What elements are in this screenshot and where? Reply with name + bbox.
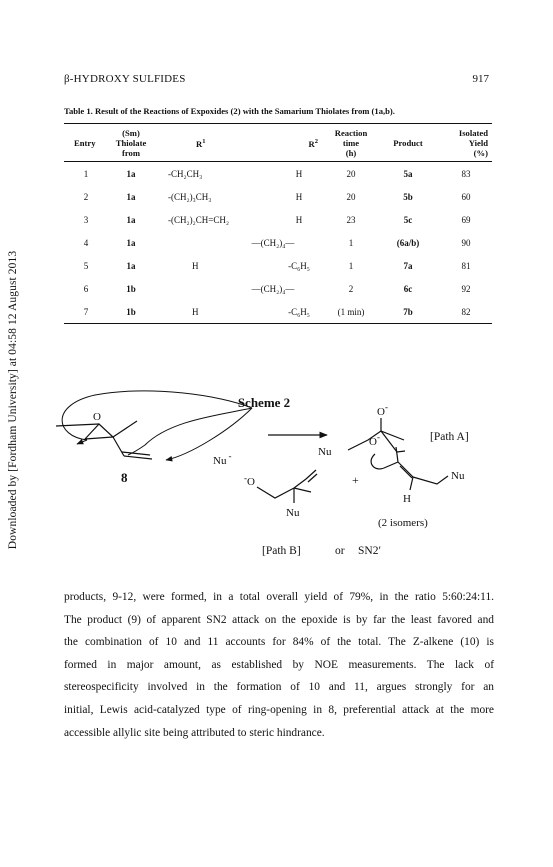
running-header: [64, 73, 489, 85]
cell-thiolate: 1a: [126, 237, 136, 248]
cell-entry: 2: [83, 191, 89, 202]
cell-r2: -C₆H₅: [288, 306, 310, 317]
path-a-label: [Path A]: [430, 431, 469, 443]
cell-entry: 1: [83, 168, 89, 179]
cell-r1: -(CH₂)₂CH=CH₂: [168, 214, 229, 225]
scheme-2-diagram: [0, 360, 553, 580]
results-table: [64, 123, 492, 324]
sn2-prime-label: SN2′: [358, 545, 381, 557]
path-b-oxide-2: O-: [369, 432, 380, 448]
cell-r2: -C₆H₅: [288, 260, 310, 271]
cell-product: 7a: [403, 260, 413, 271]
or-word: or: [335, 545, 345, 557]
text-line: formed in major amount, as established by NOE measurements. The lack of: [64, 658, 494, 671]
cell-thiolate: 1b: [126, 283, 136, 294]
cell-r1-r2: —(CH₂)₄—: [251, 283, 295, 294]
text-line: stereospecificity involved in the formation of 10 and 11, argues strongly for an: [64, 681, 494, 694]
cell-r1: H: [192, 260, 199, 271]
cell-yield: 82: [461, 306, 471, 317]
cell-yield: 81: [461, 260, 471, 271]
cell-time: 23: [346, 214, 356, 225]
table-caption: Table 1. Result of the Reactions of Expoxides (2) with the Samarium Thiolates from (1a,b).: [64, 106, 395, 116]
scheme-title: Scheme 2: [237, 395, 291, 410]
cell-entry: 5: [83, 260, 89, 271]
compound-8-label: 8: [121, 470, 128, 485]
text-line: the combination of 10 and 11 accounts for 84% of the total. The Z-alkene (10) is: [64, 636, 494, 649]
table-row: [64, 254, 492, 277]
epoxide-8-structure: [56, 421, 152, 459]
epoxide-oxygen: O: [93, 411, 101, 423]
cell-r1: H: [192, 306, 199, 317]
header-entry: Entry: [74, 138, 96, 148]
path-b-product-2: [371, 447, 448, 490]
text-line: initial, Lewis acid-catalyzed type of ring-opening in 8, preferential attack at the more: [64, 703, 494, 716]
cell-r1-r2: —(CH₂)₄—: [251, 237, 295, 248]
curved-attack-arrows: [62, 391, 252, 460]
table-row: [64, 162, 492, 186]
cell-time: 20: [346, 168, 356, 179]
header-r2: $R^2$: [308, 138, 318, 149]
cell-yield: 92: [461, 283, 471, 294]
text-line: products, 9-12, were formed, in a total overall yield of 79%, in the ratio 5:60:24:11.: [64, 591, 494, 603]
cell-product: (6a/b): [396, 237, 420, 248]
cell-product: 7b: [403, 306, 413, 317]
table-row: [64, 277, 492, 300]
table-header-row: [64, 124, 492, 162]
path-b-product-1: [257, 470, 317, 503]
cell-yield: 69: [461, 214, 471, 225]
cell-product: 5c: [403, 214, 413, 225]
header-r1: $R^1$: [196, 138, 206, 149]
cell-thiolate: 1a: [126, 260, 136, 271]
cell-r2: H: [295, 168, 303, 179]
cell-r2: H: [295, 191, 303, 202]
cell-time: 2: [348, 283, 354, 294]
cell-time: 1: [348, 237, 354, 248]
cell-product: 5a: [403, 168, 413, 179]
cell-entry: 7: [83, 306, 89, 317]
nucleophile-anion: Nu -: [213, 451, 232, 467]
path-b-nu-2: Nu: [451, 470, 465, 482]
header-reaction-time: Reaction time (h): [334, 128, 368, 158]
running-title: β-HYDROXY SULFIDES: [64, 73, 186, 85]
cell-thiolate: 1a: [126, 214, 136, 225]
cell-thiolate: 1b: [126, 306, 136, 317]
cell-yield: 90: [461, 237, 471, 248]
cell-product: 5b: [403, 191, 413, 202]
table-row: [64, 208, 492, 231]
cell-entry: 6: [83, 283, 89, 294]
cell-yield: 60: [461, 191, 471, 202]
cell-entry: 4: [83, 237, 89, 248]
download-notice: Downloaded by [Fordham University] at 04:58 12 August 2013: [7, 250, 19, 550]
table-row: [64, 185, 492, 208]
text-line: accessible allylic site being attributed to steric hindrance.: [64, 726, 325, 739]
cell-time: 20: [346, 191, 356, 202]
cell-r1: -CH₂CH₃: [168, 168, 203, 179]
cell-r1: -(CH₂)₃CH₃: [168, 191, 212, 202]
table-row: [64, 300, 492, 324]
table-row: [64, 231, 492, 254]
cell-product: 6c: [403, 283, 413, 294]
cell-time: (1 min): [337, 306, 365, 317]
cell-yield: 83: [461, 168, 471, 179]
isomers-note: (2 isomers): [378, 517, 428, 529]
path-b-nu-1: Nu: [286, 507, 300, 519]
header-yield: Isolated Yield (%): [458, 128, 488, 158]
path-b-h: H: [403, 493, 411, 505]
path-b-oxide-1: -O: [244, 473, 255, 488]
body-paragraph: [64, 586, 494, 744]
page-number: 917: [472, 73, 489, 85]
cell-thiolate: 1a: [126, 191, 136, 202]
cell-r2: H: [295, 214, 303, 225]
plus-sign: +: [352, 473, 359, 487]
cell-time: 1: [348, 260, 354, 271]
path-a-nu: Nu: [318, 446, 332, 458]
cell-entry: 3: [83, 214, 89, 225]
cell-thiolate: 1a: [126, 168, 136, 179]
text-line: The product (9) of apparent SN2 attack on the epoxide is by far the least favored and: [64, 613, 494, 626]
path-b-label: [Path B]: [262, 545, 301, 557]
path-a-oxide: O-: [377, 402, 388, 418]
header-thiolate: (Sm) Thiolate from: [115, 128, 147, 158]
header-product: Product: [393, 138, 423, 148]
